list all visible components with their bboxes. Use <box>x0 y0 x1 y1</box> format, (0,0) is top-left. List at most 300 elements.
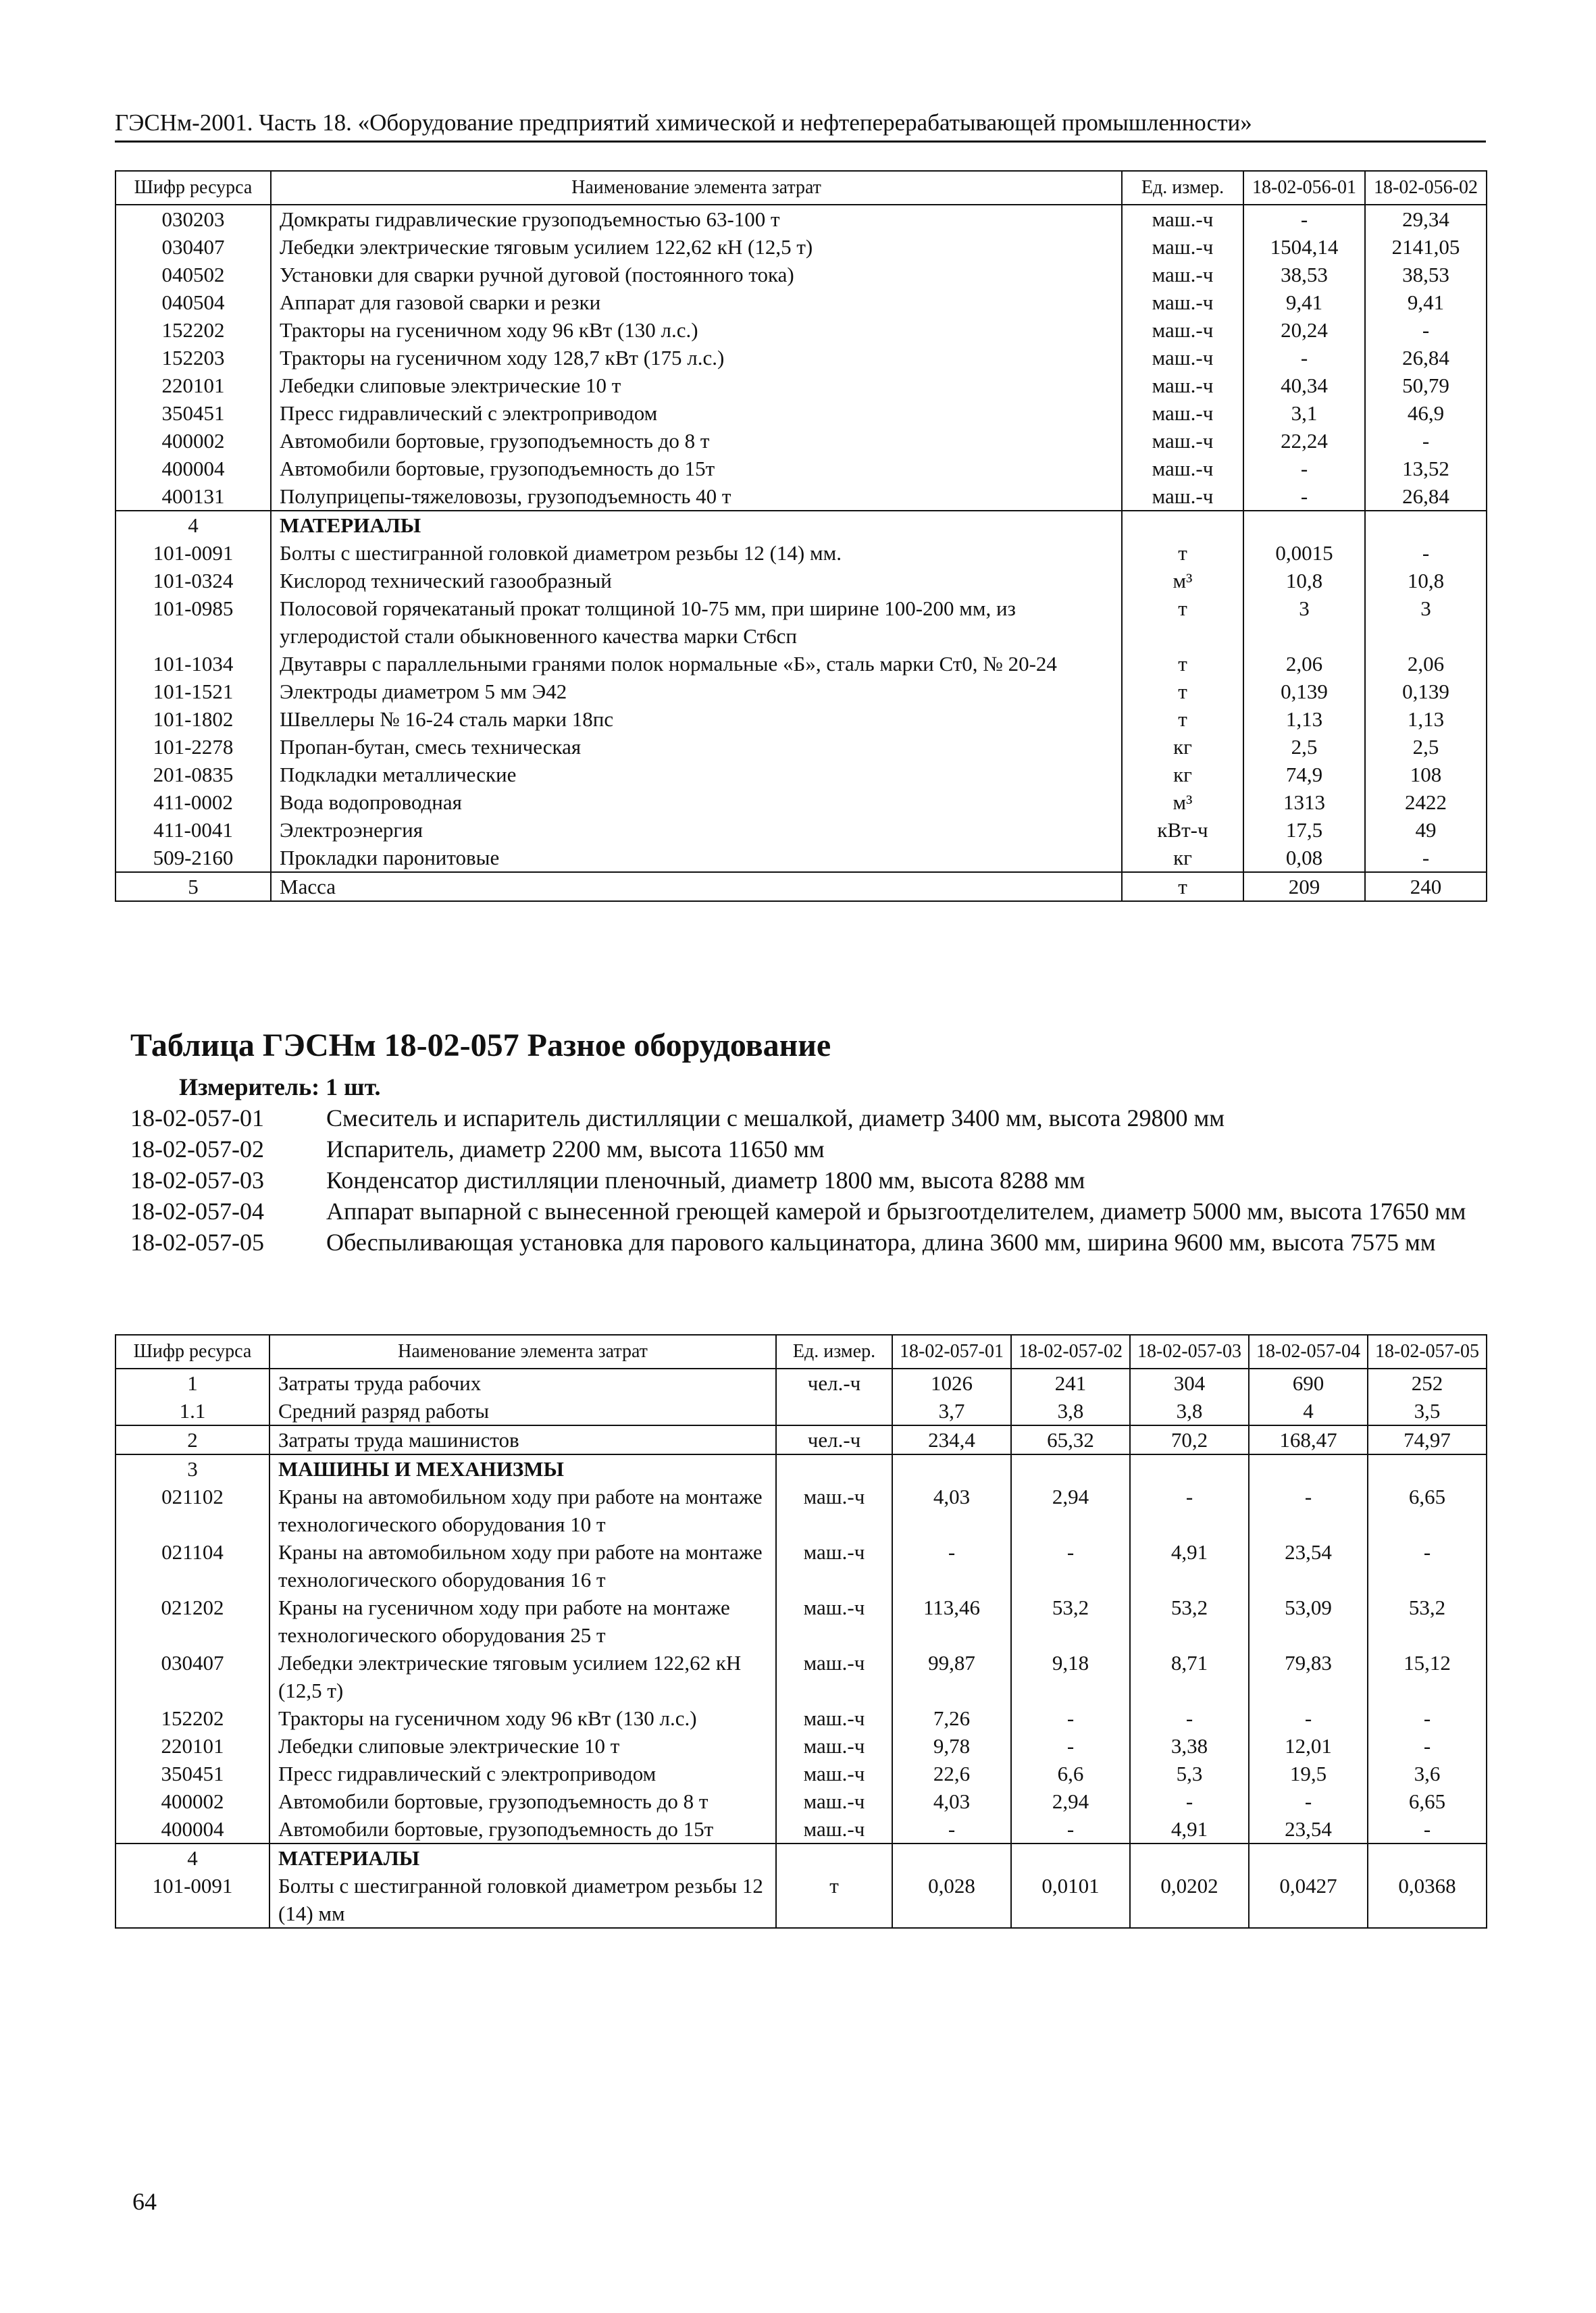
value-cell: 0,0427 <box>1249 1872 1368 1928</box>
value-cell: 0,139 <box>1243 678 1365 705</box>
unit: маш.-ч <box>1122 427 1243 455</box>
resource-name: Швеллеры № 16-24 сталь марки 18пс <box>271 705 1122 733</box>
unit: маш.-ч <box>776 1649 892 1704</box>
resource-name: Автомобили бортовые, грузоподъемность до 8 т <box>269 1787 776 1815</box>
value-cell: 3 <box>1243 594 1365 650</box>
unit: маш.-ч <box>1122 344 1243 372</box>
value-cell: 9,18 <box>1011 1649 1130 1704</box>
table-row <box>115 344 1487 372</box>
resource-name: Подкладки металлические <box>271 761 1122 788</box>
table-row <box>115 233 1487 261</box>
value-cell: 17,5 <box>1243 816 1365 844</box>
unit: маш.-ч <box>776 1760 892 1787</box>
unit: т <box>1122 705 1243 733</box>
value-cell: 46,9 <box>1365 399 1487 427</box>
resource-name: Средний разряд работы <box>269 1397 776 1425</box>
measurement-unit: Измеритель: 1 шт. <box>179 1073 381 1100</box>
resource-name: Установки для сварки ручной дуговой (постоянного тока) <box>271 261 1122 288</box>
table-row <box>115 1649 1487 1704</box>
value-cell: 2,5 <box>1243 733 1365 761</box>
value-cell: 1313 <box>1243 788 1365 816</box>
resource-code: 4 <box>115 511 271 539</box>
unit: т <box>1122 872 1243 901</box>
table-row <box>115 399 1487 427</box>
value-cell: 3 <box>1365 594 1487 650</box>
resource-name: Лебедки слиповые электрические 10 т <box>269 1732 776 1760</box>
resource-code: 152202 <box>115 316 271 344</box>
value-cell: 2,5 <box>1365 733 1487 761</box>
value-cell: 26,84 <box>1365 344 1487 372</box>
resource-code: 030407 <box>115 233 271 261</box>
col-header-code: Шифр ресурса <box>115 1335 269 1369</box>
resource-name: Масса <box>271 872 1122 901</box>
value-cell: 4,03 <box>892 1483 1011 1538</box>
resource-name: Тракторы на гусеничном ходу 96 кВт (130 л.с.) <box>271 316 1122 344</box>
value-cell: 5,3 <box>1130 1760 1249 1787</box>
value-cell: 29,34 <box>1365 205 1487 233</box>
value-cell: 19,5 <box>1249 1760 1368 1787</box>
value-cell: 23,54 <box>1249 1538 1368 1594</box>
value-cell <box>1130 1844 1249 1872</box>
table-title: Таблица ГЭСНм 18-02-057 Разное оборудование <box>130 1027 831 1063</box>
value-cell: 53,2 <box>1368 1594 1487 1649</box>
value-cell: 6,6 <box>1011 1760 1130 1787</box>
value-cell: 10,8 <box>1243 567 1365 594</box>
value-cell: 6,65 <box>1368 1787 1487 1815</box>
table-row <box>115 1594 1487 1649</box>
table-row <box>115 261 1487 288</box>
resource-code: 040504 <box>115 288 271 316</box>
value-cell: 168,47 <box>1249 1425 1368 1454</box>
unit <box>776 1397 892 1425</box>
unit: маш.-ч <box>1122 316 1243 344</box>
resource-code: 101-1802 <box>115 705 271 733</box>
value-cell: 53,09 <box>1249 1594 1368 1649</box>
value-cell: - <box>1365 539 1487 567</box>
value-cell: 2,94 <box>1011 1787 1130 1815</box>
table-row <box>115 872 1487 901</box>
resource-name: Лебедки электрические тяговым усилием 122,62 кН (12,5 т) <box>269 1649 776 1704</box>
page-header: ГЭСНм-2001. Часть 18. «Оборудование предприятий химической и нефтеперерабатывающей промышленности» <box>115 107 1486 143</box>
value-cell: 40,34 <box>1243 372 1365 399</box>
value-cell: 3,5 <box>1368 1397 1487 1425</box>
page-number: 64 <box>132 2188 157 2215</box>
col-header-variant: 18-02-057-02 <box>1011 1335 1130 1369</box>
value-cell <box>1249 1844 1368 1872</box>
unit: м³ <box>1122 788 1243 816</box>
resource-name: Болты с шестигранной головкой диаметром резьбы 12 (14) мм. <box>271 539 1122 567</box>
resource-code: 1 <box>115 1369 269 1397</box>
unit: т <box>1122 678 1243 705</box>
col-header-name: Наименование элемента затрат <box>269 1335 776 1369</box>
unit: маш.-ч <box>1122 233 1243 261</box>
variant-item <box>130 1102 1488 1134</box>
resource-code: 101-0091 <box>115 1872 269 1928</box>
resource-code: 101-0091 <box>115 539 271 567</box>
resource-code: 5 <box>115 872 271 901</box>
resource-code: 400002 <box>115 1787 269 1815</box>
value-cell: 26,84 <box>1365 482 1487 511</box>
value-cell: 0,139 <box>1365 678 1487 705</box>
value-cell: - <box>1243 482 1365 511</box>
table-row <box>115 511 1487 539</box>
value-cell: 3,7 <box>892 1397 1011 1425</box>
value-cell: 4 <box>1249 1397 1368 1425</box>
col-header-unit: Ед. измер. <box>1122 171 1243 205</box>
value-cell: 74,9 <box>1243 761 1365 788</box>
variant-description: Испаритель, диаметр 2200 мм, высота 11650 мм <box>326 1136 825 1163</box>
resource-code: 3 <box>115 1454 269 1483</box>
resource-code: 101-1034 <box>115 650 271 678</box>
resource-code: 411-0002 <box>115 788 271 816</box>
value-cell: - <box>1011 1732 1130 1760</box>
value-cell: 0,0101 <box>1011 1872 1130 1928</box>
variant-code: 18-02-057-04 <box>130 1198 264 1225</box>
table-header-row <box>115 1335 1487 1369</box>
value-cell: 3,38 <box>1130 1732 1249 1760</box>
value-cell: 234,4 <box>892 1425 1011 1454</box>
resource-code: 400002 <box>115 427 271 455</box>
value-cell: 0,0368 <box>1368 1872 1487 1928</box>
value-cell: - <box>1243 205 1365 233</box>
resource-code: 021102 <box>115 1483 269 1538</box>
variant-description: Смеситель и испаритель дистилляции с мешалкой, диаметр 3400 мм, высота 29800 мм <box>326 1104 1225 1132</box>
value-cell: 8,71 <box>1130 1649 1249 1704</box>
unit: маш.-ч <box>1122 455 1243 482</box>
value-cell: 38,53 <box>1365 261 1487 288</box>
table-row <box>115 1760 1487 1787</box>
unit: кг <box>1122 844 1243 872</box>
resource-name: Пресс гидравлический с электроприводом <box>271 399 1122 427</box>
table-row <box>115 372 1487 399</box>
table-row <box>115 316 1487 344</box>
resources-table-057 <box>115 1334 1487 1929</box>
col-header-unit: Ед. измер. <box>776 1335 892 1369</box>
value-cell: - <box>1249 1787 1368 1815</box>
value-cell: 9,41 <box>1365 288 1487 316</box>
value-cell: 0,0015 <box>1243 539 1365 567</box>
unit: кВт-ч <box>1122 816 1243 844</box>
table-row <box>115 788 1487 816</box>
unit: кг <box>1122 733 1243 761</box>
resource-code: 152202 <box>115 1704 269 1732</box>
table-row <box>115 844 1487 872</box>
table-row <box>115 455 1487 482</box>
unit: маш.-ч <box>1122 288 1243 316</box>
value-cell: - <box>1243 344 1365 372</box>
unit: т <box>776 1872 892 1928</box>
table-row <box>115 1454 1487 1483</box>
table-row <box>115 567 1487 594</box>
value-cell: - <box>1011 1704 1130 1732</box>
value-cell: - <box>1130 1704 1249 1732</box>
value-cell: 12,01 <box>1249 1732 1368 1760</box>
value-cell: - <box>1365 427 1487 455</box>
value-cell <box>1365 511 1487 539</box>
resource-name: Болты с шестигранной головкой диаметром резьбы 12 (14) мм <box>269 1872 776 1928</box>
table-row <box>115 1732 1487 1760</box>
value-cell: 241 <box>1011 1369 1130 1397</box>
value-cell: 2422 <box>1365 788 1487 816</box>
table-row <box>115 427 1487 455</box>
value-cell: 79,83 <box>1249 1649 1368 1704</box>
resource-code: 030203 <box>115 205 271 233</box>
col-header-variant: 18-02-056-02 <box>1365 171 1487 205</box>
variant-description: Обеспыливающая установка для парового кальцинатора, длина 3600 мм, ширина 9600 мм, высота 7575 мм <box>326 1229 1436 1256</box>
col-header-variant: 18-02-057-01 <box>892 1335 1011 1369</box>
value-cell: - <box>1011 1815 1130 1844</box>
value-cell: 38,53 <box>1243 261 1365 288</box>
unit <box>776 1844 892 1872</box>
value-cell: 108 <box>1365 761 1487 788</box>
value-cell: - <box>1368 1538 1487 1594</box>
value-cell: 22,6 <box>892 1760 1011 1787</box>
resource-name: Автомобили бортовые, грузоподъемность до 8 т <box>271 427 1122 455</box>
unit: маш.-ч <box>776 1732 892 1760</box>
resource-code: 101-0985 <box>115 594 271 650</box>
value-cell: 0,028 <box>892 1872 1011 1928</box>
resource-code: 2 <box>115 1425 269 1454</box>
resource-code: 350451 <box>115 1760 269 1787</box>
value-cell: 1,13 <box>1365 705 1487 733</box>
table-row <box>115 288 1487 316</box>
table-row <box>115 1704 1487 1732</box>
value-cell <box>1368 1454 1487 1483</box>
variant-code: 18-02-057-05 <box>130 1229 264 1256</box>
unit: чел.-ч <box>776 1425 892 1454</box>
table-row <box>115 650 1487 678</box>
value-cell: - <box>1130 1787 1249 1815</box>
resource-code: 101-1521 <box>115 678 271 705</box>
resource-name: Домкраты гидравлические грузоподъемностью 63-100 т <box>271 205 1122 233</box>
value-cell: 2,06 <box>1365 650 1487 678</box>
value-cell: 23,54 <box>1249 1815 1368 1844</box>
table-row <box>115 1815 1487 1844</box>
value-cell <box>1130 1454 1249 1483</box>
value-cell <box>1011 1454 1130 1483</box>
unit: маш.-ч <box>776 1787 892 1815</box>
value-cell <box>1368 1844 1487 1872</box>
resource-code: 030407 <box>115 1649 269 1704</box>
resource-name: Автомобили бортовые, грузоподъемность до 15т <box>269 1815 776 1844</box>
table-row <box>115 1483 1487 1538</box>
value-cell: 2141,05 <box>1365 233 1487 261</box>
value-cell: 3,8 <box>1130 1397 1249 1425</box>
col-header-name: Наименование элемента затрат <box>271 171 1122 205</box>
unit: маш.-ч <box>1122 372 1243 399</box>
resource-name: МАТЕРИАЛЫ <box>271 511 1122 539</box>
variant-item <box>130 1134 1488 1165</box>
resource-code: 4 <box>115 1844 269 1872</box>
resource-code: 400004 <box>115 1815 269 1844</box>
value-cell: 10,8 <box>1365 567 1487 594</box>
value-cell: 1504,14 <box>1243 233 1365 261</box>
resource-name: Лебедки электрические тяговым усилием 122,62 кН (12,5 т) <box>271 233 1122 261</box>
value-cell: 7,26 <box>892 1704 1011 1732</box>
value-cell <box>1243 511 1365 539</box>
unit: маш.-ч <box>1122 482 1243 511</box>
value-cell: 50,79 <box>1365 372 1487 399</box>
value-cell: 22,24 <box>1243 427 1365 455</box>
col-header-code: Шифр ресурса <box>115 171 271 205</box>
value-cell: - <box>1249 1704 1368 1732</box>
value-cell: 6,65 <box>1368 1483 1487 1538</box>
col-header-variant: 18-02-057-04 <box>1249 1335 1368 1369</box>
resource-name: Кислород технический газообразный <box>271 567 1122 594</box>
resource-name: Прокладки паронитовые <box>271 844 1122 872</box>
table-row <box>115 816 1487 844</box>
resource-name: Пресс гидравлический с электроприводом <box>269 1760 776 1787</box>
table-row <box>115 1538 1487 1594</box>
table-row <box>115 1872 1487 1928</box>
table-row <box>115 205 1487 233</box>
value-cell: 13,52 <box>1365 455 1487 482</box>
table-row <box>115 594 1487 650</box>
resource-code: 021202 <box>115 1594 269 1649</box>
variant-item <box>130 1227 1488 1258</box>
unit: маш.-ч <box>776 1483 892 1538</box>
value-cell: 65,32 <box>1011 1425 1130 1454</box>
resource-code: 411-0041 <box>115 816 271 844</box>
resource-name: Вода водопроводная <box>271 788 1122 816</box>
resources-table-056 <box>115 170 1487 902</box>
variant-item <box>130 1165 1488 1196</box>
unit <box>1122 511 1243 539</box>
resource-name: МАШИНЫ И МЕХАНИЗМЫ <box>269 1454 776 1483</box>
resource-code: 509-2160 <box>115 844 271 872</box>
value-cell: 3,1 <box>1243 399 1365 427</box>
resource-code: 021104 <box>115 1538 269 1594</box>
variant-description: Аппарат выпарной с вынесенной греющей камерой и брызгоотделителем, диаметр 5000 мм, высота 17650 мм <box>326 1198 1466 1225</box>
value-cell: 209 <box>1243 872 1365 901</box>
value-cell: - <box>1011 1538 1130 1594</box>
unit: маш.-ч <box>1122 261 1243 288</box>
value-cell: 20,24 <box>1243 316 1365 344</box>
variant-code: 18-02-057-02 <box>130 1136 264 1163</box>
value-cell <box>892 1844 1011 1872</box>
value-cell: 1,13 <box>1243 705 1365 733</box>
col-header-variant: 18-02-057-05 <box>1368 1335 1487 1369</box>
value-cell: 4,91 <box>1130 1538 1249 1594</box>
variant-code: 18-02-057-03 <box>130 1167 264 1194</box>
table-row <box>115 1397 1487 1425</box>
unit: маш.-ч <box>776 1704 892 1732</box>
value-cell: 252 <box>1368 1369 1487 1397</box>
col-header-variant: 18-02-056-01 <box>1243 171 1365 205</box>
unit: м³ <box>1122 567 1243 594</box>
resource-name: Тракторы на гусеничном ходу 128,7 кВт (175 л.с.) <box>271 344 1122 372</box>
table-row <box>115 1369 1487 1397</box>
value-cell: 99,87 <box>892 1649 1011 1704</box>
unit: маш.-ч <box>776 1815 892 1844</box>
variant-item <box>130 1196 1488 1227</box>
unit: маш.-ч <box>776 1594 892 1649</box>
table-row <box>115 482 1487 511</box>
resource-name: Затраты труда рабочих <box>269 1369 776 1397</box>
resource-code: 101-2278 <box>115 733 271 761</box>
value-cell: 2,06 <box>1243 650 1365 678</box>
resource-name: Автомобили бортовые, грузоподъемность до 15т <box>271 455 1122 482</box>
resource-code: 101-0324 <box>115 567 271 594</box>
resource-code: 220101 <box>115 372 271 399</box>
value-cell: 53,2 <box>1011 1594 1130 1649</box>
table-row <box>115 539 1487 567</box>
table-header-row <box>115 171 1487 205</box>
resource-name: Аппарат для газовой сварки и резки <box>271 288 1122 316</box>
value-cell: 690 <box>1249 1369 1368 1397</box>
unit: т <box>1122 539 1243 567</box>
value-cell: - <box>1249 1483 1368 1538</box>
value-cell: 3,6 <box>1368 1760 1487 1787</box>
resource-code: 400004 <box>115 455 271 482</box>
unit: маш.-ч <box>1122 205 1243 233</box>
variant-code: 18-02-057-01 <box>130 1104 264 1132</box>
resource-name: Двутавры с параллельными гранями полок нормальные «Б», сталь марки Ст0, № 20-24 <box>271 650 1122 678</box>
value-cell: - <box>1368 1732 1487 1760</box>
resource-code: 1.1 <box>115 1397 269 1425</box>
value-cell: 2,94 <box>1011 1483 1130 1538</box>
value-cell: 53,2 <box>1130 1594 1249 1649</box>
resource-name: Пропан-бутан, смесь техническая <box>271 733 1122 761</box>
unit: т <box>1122 650 1243 678</box>
resource-name: Тракторы на гусеничном ходу 96 кВт (130 л.с.) <box>269 1704 776 1732</box>
resource-name: Электроэнергия <box>271 816 1122 844</box>
resource-name: Затраты труда машинистов <box>269 1425 776 1454</box>
resource-name: МАТЕРИАЛЫ <box>269 1844 776 1872</box>
resource-code: 152203 <box>115 344 271 372</box>
value-cell: - <box>1365 844 1487 872</box>
unit: кг <box>1122 761 1243 788</box>
value-cell: 74,97 <box>1368 1425 1487 1454</box>
table-row <box>115 705 1487 733</box>
resource-name: Лебедки слиповые электрические 10 т <box>271 372 1122 399</box>
value-cell: - <box>1368 1815 1487 1844</box>
value-cell: 4,91 <box>1130 1815 1249 1844</box>
resource-code: 400131 <box>115 482 271 511</box>
unit <box>776 1454 892 1483</box>
value-cell: 15,12 <box>1368 1649 1487 1704</box>
variant-description: Конденсатор дистилляции пленочный, диаметр 1800 мм, высота 8288 мм <box>326 1167 1085 1194</box>
resource-name: Краны на автомобильном ходу при работе на монтаже технологического оборудования 16 т <box>269 1538 776 1594</box>
value-cell: - <box>892 1538 1011 1594</box>
value-cell: - <box>1365 316 1487 344</box>
resource-name: Краны на гусеничном ходу при работе на монтаже технологического оборудования 25 т <box>269 1594 776 1649</box>
resource-code: 350451 <box>115 399 271 427</box>
table-row <box>115 761 1487 788</box>
value-cell: 0,08 <box>1243 844 1365 872</box>
value-cell <box>1249 1454 1368 1483</box>
resource-name: Полосовой горячекатаный прокат толщиной 10-75 мм, при ширине 100-200 мм, из углеродистой стали обыкновенного качества марки Ст6сп <box>271 594 1122 650</box>
resource-name: Электроды диаметром 5 мм Э42 <box>271 678 1122 705</box>
unit: т <box>1122 594 1243 650</box>
table-row <box>115 678 1487 705</box>
value-cell <box>892 1454 1011 1483</box>
value-cell <box>1011 1844 1130 1872</box>
value-cell: - <box>1368 1704 1487 1732</box>
value-cell: - <box>1243 455 1365 482</box>
value-cell: 9,78 <box>892 1732 1011 1760</box>
value-cell: 3,8 <box>1011 1397 1130 1425</box>
value-cell: - <box>1130 1483 1249 1538</box>
value-cell: 113,46 <box>892 1594 1011 1649</box>
value-cell: 70,2 <box>1130 1425 1249 1454</box>
table-row <box>115 733 1487 761</box>
unit: маш.-ч <box>776 1538 892 1594</box>
value-cell: 240 <box>1365 872 1487 901</box>
table-row <box>115 1787 1487 1815</box>
resource-code: 220101 <box>115 1732 269 1760</box>
resource-name: Полуприцепы-тяжеловозы, грузоподъемность 40 т <box>271 482 1122 511</box>
